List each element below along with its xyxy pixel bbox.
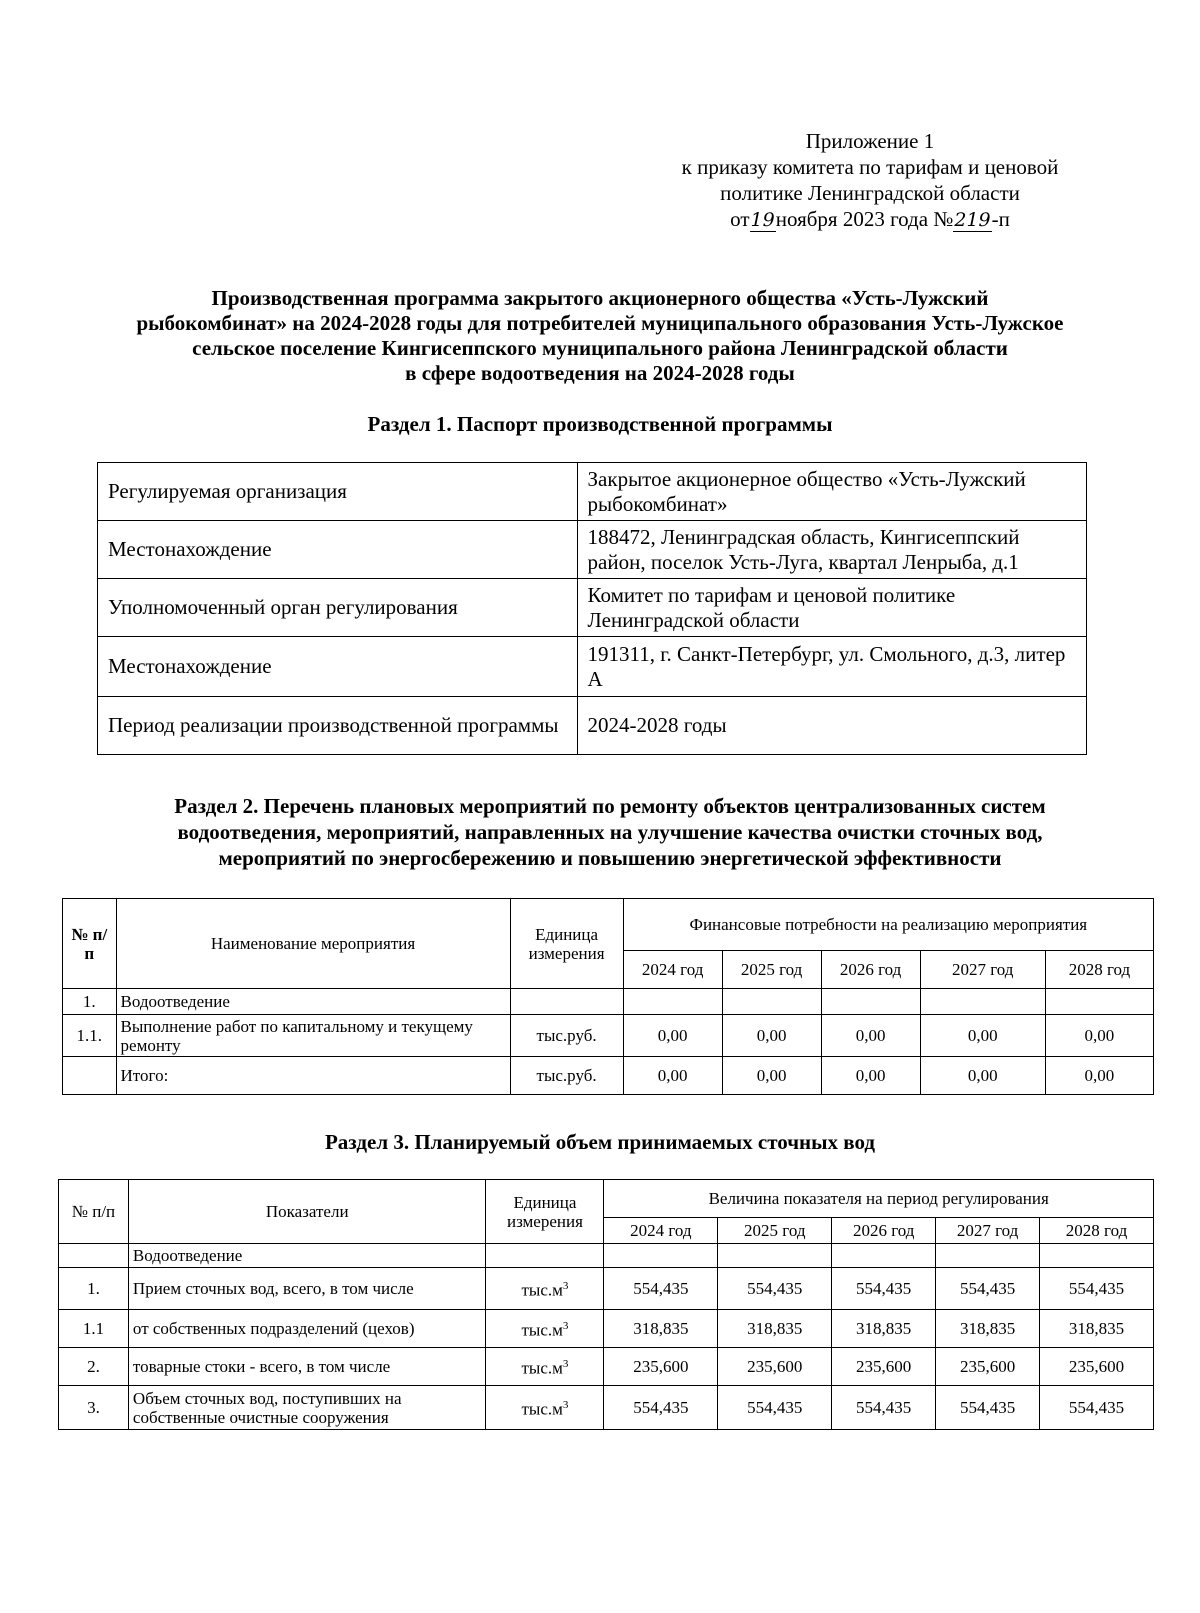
passport-label: Период реализации производственной программы <box>98 697 578 755</box>
row-value: 554,435 <box>832 1268 936 1310</box>
row-value: 318,835 <box>832 1310 936 1348</box>
title-line-3: сельское поселение Кингисеппского муниципального района Ленинградской области <box>192 336 1008 360</box>
passport-value: 191311, г. Санкт-Петербург, ул. Смольного, д.3, литер А <box>577 637 1086 697</box>
passport-label: Уполномоченный орган регулирования <box>98 579 578 637</box>
row-value <box>832 1244 936 1268</box>
row-value <box>722 989 821 1015</box>
row-num: 1. <box>59 1268 129 1310</box>
activities-table <box>62 898 1154 1095</box>
row-name: Водоотведение <box>116 989 510 1015</box>
row-value <box>718 1244 832 1268</box>
row-value: 235,600 <box>936 1348 1040 1386</box>
passport-value: Комитет по тарифам и ценовой политике Ленинградской области <box>577 579 1086 637</box>
section3-title: Раздел 3. Планируемый объем принимаемых сточных вод <box>324 1130 876 1154</box>
title-line-1: Производственная программа закрытого акционерного общества «Усть-Лужский <box>211 286 989 310</box>
row-value: 318,835 <box>718 1310 832 1348</box>
year-header: 2025 год <box>718 1218 832 1244</box>
table-row <box>59 1268 1154 1310</box>
row-value: 0,00 <box>1045 1057 1153 1095</box>
section2-title-line-2: водоотведения, мероприятий, направленных на улучшение качества очистки сточных вод, <box>177 820 1043 844</box>
date-prefix: от <box>730 207 750 231</box>
table-row <box>59 1310 1154 1348</box>
row-value: 554,435 <box>604 1268 718 1310</box>
appendix-block <box>600 128 1140 233</box>
header-finance: Финансовые потребности на реализацию мероприятия <box>623 899 1153 951</box>
row-value: 318,835 <box>936 1310 1040 1348</box>
row-value: 0,00 <box>722 1057 821 1095</box>
row-value: 0,00 <box>821 1015 920 1057</box>
year-header: 2027 год <box>920 951 1045 989</box>
unit-superscript: 3 <box>562 1320 569 1333</box>
table-row <box>59 1244 1154 1268</box>
passport-label: Регулируемая организация <box>98 463 578 521</box>
passport-row <box>98 637 1087 697</box>
section2-title-line-3: мероприятий по энергосбережению и повышению энергетической эффективности <box>218 846 1002 870</box>
row-value: 0,00 <box>623 1057 722 1095</box>
year-header: 2026 год <box>821 951 920 989</box>
row-name: от собственных подразделений (цехов) <box>128 1310 486 1348</box>
handwritten-order-number: 219 <box>954 209 991 231</box>
row-num: 3. <box>59 1386 129 1430</box>
title-line-2: рыбокомбинат» на 2024-2028 годы для потребителей муниципального образования Усть-Лужское <box>136 311 1064 335</box>
header-period: Величина показателя на период регулирования <box>604 1180 1154 1218</box>
row-value: 554,435 <box>936 1268 1040 1310</box>
row-name: Объем сточных вод, поступивших на собственные очистные сооружения <box>128 1386 486 1430</box>
table-row <box>63 1057 1154 1095</box>
row-unit <box>486 1348 604 1386</box>
row-value <box>1045 989 1153 1015</box>
header-indicator: Показатели <box>128 1180 486 1244</box>
program-title <box>60 286 1140 386</box>
appendix-date-line <box>600 206 1140 233</box>
title-line-4: в сфере водоотведения на 2024-2028 годы <box>405 361 795 385</box>
row-value: 318,835 <box>604 1310 718 1348</box>
unit-base: тыс.м <box>521 1358 563 1378</box>
header-num: № п/п <box>59 1180 129 1244</box>
row-unit <box>486 1386 604 1430</box>
row-name: Итого: <box>116 1057 510 1095</box>
header-num: № п/п <box>63 899 117 989</box>
row-unit: тыс.руб. <box>510 1057 623 1095</box>
row-value <box>821 989 920 1015</box>
row-value: 235,600 <box>604 1348 718 1386</box>
row-value: 0,00 <box>623 1015 722 1057</box>
row-value: 235,600 <box>832 1348 936 1386</box>
unit-superscript: 3 <box>562 1358 569 1371</box>
year-header: 2028 год <box>1040 1218 1154 1244</box>
year-header: 2024 год <box>623 951 722 989</box>
row-value <box>1040 1244 1154 1268</box>
row-value: 0,00 <box>1045 1015 1153 1057</box>
unit-base: тыс.м <box>521 1280 563 1300</box>
row-value: 554,435 <box>718 1386 832 1430</box>
year-header: 2028 год <box>1045 951 1153 989</box>
row-value <box>920 989 1045 1015</box>
unit-superscript: 3 <box>562 1280 569 1293</box>
section2-title-line-1: Раздел 2. Перечень плановых мероприятий по ремонту объектов централизованных систем <box>174 794 1046 818</box>
order-suffix: -п <box>991 207 1010 231</box>
appendix-line-3: политике Ленинградской области <box>720 181 1020 205</box>
section2-title <box>80 793 1140 871</box>
row-num <box>63 1057 117 1095</box>
volume-table <box>58 1179 1154 1430</box>
row-value: 0,00 <box>821 1057 920 1095</box>
year-header: 2024 год <box>604 1218 718 1244</box>
header-unit: Единица измерения <box>510 899 623 989</box>
row-name: Прием сточных вод, всего, в том числе <box>128 1268 486 1310</box>
passport-value: 188472, Ленинградская область, Кингисеппский район, поселок Усть-Луга, квартал Ленрыба, д.1 <box>577 521 1086 579</box>
row-value: 235,600 <box>718 1348 832 1386</box>
passport-row <box>98 463 1087 521</box>
table-row <box>63 989 1154 1015</box>
row-num: 2. <box>59 1348 129 1386</box>
row-num: 1.1 <box>59 1310 129 1348</box>
unit-base: тыс.м <box>521 1320 563 1340</box>
passport-row <box>98 697 1087 755</box>
year-header: 2026 год <box>832 1218 936 1244</box>
row-value <box>623 989 722 1015</box>
row-num: 1. <box>63 989 117 1015</box>
row-unit <box>486 1244 604 1268</box>
row-name: товарные стоки - всего, в том числе <box>128 1348 486 1386</box>
row-value: 235,600 <box>1040 1348 1154 1386</box>
row-value: 554,435 <box>832 1386 936 1430</box>
passport-row <box>98 579 1087 637</box>
table-row <box>63 1015 1154 1057</box>
row-value: 0,00 <box>920 1015 1045 1057</box>
row-num <box>59 1244 129 1268</box>
row-name: Выполнение работ по капитальному и текущему ремонту <box>116 1015 510 1057</box>
row-value <box>936 1244 1040 1268</box>
unit-superscript: 3 <box>562 1399 569 1412</box>
appendix-line-2: к приказу комитета по тарифам и ценовой <box>681 155 1059 179</box>
row-value: 554,435 <box>718 1268 832 1310</box>
table-row <box>59 1386 1154 1430</box>
passport-value: Закрытое акционерное общество «Усть-Лужский рыбокомбинат» <box>577 463 1086 521</box>
row-value <box>604 1244 718 1268</box>
table-row <box>59 1348 1154 1386</box>
row-unit <box>486 1268 604 1310</box>
row-num: 1.1. <box>63 1015 117 1057</box>
passport-label: Местонахождение <box>98 521 578 579</box>
handwritten-day: 19 <box>750 209 775 231</box>
row-value: 0,00 <box>920 1057 1045 1095</box>
row-value: 554,435 <box>604 1386 718 1430</box>
row-unit <box>510 989 623 1015</box>
passport-value: 2024-2028 годы <box>577 697 1086 755</box>
row-name: Водоотведение <box>128 1244 486 1268</box>
year-header: 2025 год <box>722 951 821 989</box>
appendix-line-1: Приложение 1 <box>805 129 935 153</box>
row-value: 318,835 <box>1040 1310 1154 1348</box>
row-value: 554,435 <box>936 1386 1040 1430</box>
passport-row <box>98 521 1087 579</box>
unit-base: тыс.м <box>521 1399 563 1419</box>
row-value: 554,435 <box>1040 1386 1154 1430</box>
date-middle: ноября 2023 года № <box>775 207 954 231</box>
section1-title: Раздел 1. Паспорт производственной программы <box>367 412 833 436</box>
passport-table <box>97 462 1087 755</box>
year-header: 2027 год <box>936 1218 1040 1244</box>
header-unit: Единица измерения <box>486 1180 604 1244</box>
row-value: 554,435 <box>1040 1268 1154 1310</box>
row-value: 0,00 <box>722 1015 821 1057</box>
row-unit <box>486 1310 604 1348</box>
row-unit: тыс.руб. <box>510 1015 623 1057</box>
passport-label: Местонахождение <box>98 637 578 697</box>
header-name: Наименование мероприятия <box>116 899 510 989</box>
